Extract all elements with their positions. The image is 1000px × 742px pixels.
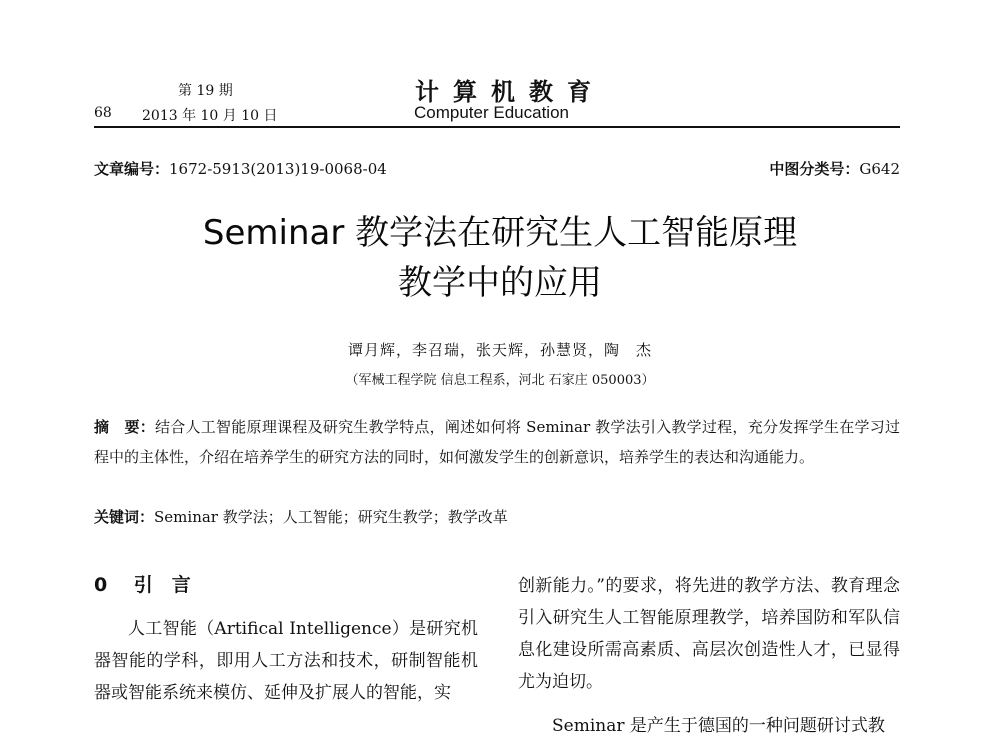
article-number-label: 文章编号： bbox=[94, 160, 170, 178]
intro-paragraph: 人工智能（Artifical Intelligence）是研究机器智能的学科，即用人工方法和技术，研制智能机器或智能系统来模仿、延伸及扩展人的智能，实 bbox=[94, 619, 478, 703]
article-number bbox=[94, 158, 387, 179]
continued-paragraph: 创新能力。”的要求，将先进的教学方法、教育理念引入研究生人工智能原理教学，培养国防和军队信息化建设所需高素质、高层次创造性人才，已显得尤为迫切。 bbox=[518, 576, 900, 692]
section-title: 引 言 bbox=[133, 574, 191, 596]
classification-value: G642 bbox=[859, 160, 900, 178]
page-number: 68 bbox=[94, 105, 112, 121]
keywords-label: 关键词： bbox=[94, 508, 155, 526]
article-number-value: 1672-5913(2013)19-0068-04 bbox=[169, 160, 387, 178]
section-number: 0 bbox=[94, 574, 108, 596]
title-line-2: 教学中的应用 bbox=[398, 263, 602, 303]
header-rule bbox=[94, 126, 900, 128]
abstract bbox=[94, 412, 900, 472]
author-affiliation: （军械工程学院 信息工程系，河北 石家庄 050003） bbox=[345, 373, 655, 388]
abstract-label: 摘 要： bbox=[94, 418, 156, 436]
keywords-text: Seminar 教学法；人工智能；研究生教学；教学改革 bbox=[154, 508, 508, 526]
classification-number bbox=[769, 158, 900, 179]
article-title bbox=[0, 208, 1000, 308]
title-line-1: Seminar 教学法在研究生人工智能原理 bbox=[202, 213, 798, 253]
body-column-left bbox=[94, 570, 478, 709]
publication-date: 2013 年 10 月 10 日 bbox=[142, 108, 278, 124]
author-list: 谭月辉，李召瑞，张天辉，孙慧贤，陶 杰 bbox=[347, 341, 652, 359]
seminar-paragraph: Seminar 是产生于德国的一种问题研讨式教 bbox=[552, 716, 885, 736]
body-column-right bbox=[518, 570, 900, 742]
section-heading bbox=[94, 570, 478, 597]
journal-title-cn: 计算机教育 bbox=[415, 78, 605, 106]
issue-number: 第 19 期 bbox=[178, 83, 233, 99]
abstract-text: 结合人工智能原理课程及研究生教学特点，阐述如何将 Seminar 教学法引入教学过程，充分发挥学生在学习过程中的主体性，介绍在培养学生的研究方法的同时，如何激发学生的创新意识，培养学生的表达和沟通能力。 bbox=[94, 418, 900, 466]
classification-label: 中图分类号： bbox=[769, 160, 860, 178]
journal-title-en: Computer Education bbox=[414, 103, 569, 122]
keywords bbox=[94, 506, 508, 527]
